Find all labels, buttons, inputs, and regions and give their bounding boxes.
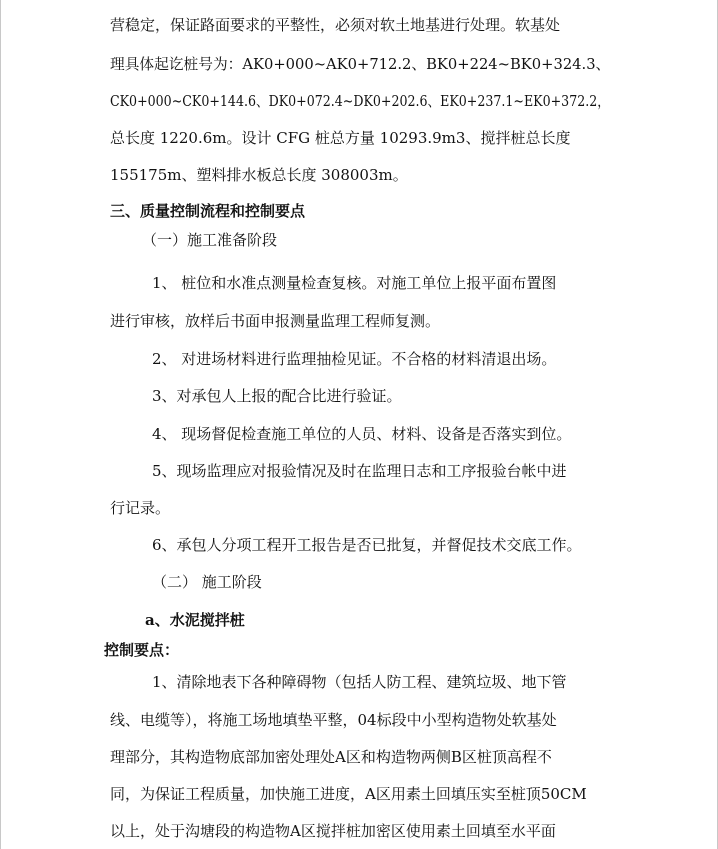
intro-line: 营稳定，保证路面要求的平整性，必须对软土地基进行处理。软基处 bbox=[110, 16, 561, 34]
intro-line: CK0+000~CK0+144.6、DK0+072.4~DK0+202.6、EK0+237.1~EK0+372.2， bbox=[110, 92, 610, 110]
subsection-heading: （二） 施工阶段 bbox=[152, 573, 262, 591]
list-item: 6、承包人分项工程开工报告是否已批复，并督促技术交底工作。 bbox=[152, 536, 582, 554]
control-points-label: 控制要点： bbox=[104, 641, 180, 659]
item-heading: a、水泥搅拌桩 bbox=[145, 611, 245, 629]
list-item: 3、对承包人上报的配合比进行验证。 bbox=[152, 387, 402, 405]
list-item: 2、 对进场材料进行监理抽检见证。不合格的材料清退出场。 bbox=[152, 350, 557, 368]
list-item: 5、现场监理应对报验情况及时在监理日志和工序报验台帐中进 bbox=[152, 462, 567, 480]
list-item: 1、 桩位和水准点测量检查复核。对施工单位上报平面布置图 bbox=[152, 274, 557, 292]
list-item-continuation: 行记录。 bbox=[110, 499, 171, 517]
body-line: 线、电缆等），将施工场地填垫平整，04标段中小型构造物处软基处 bbox=[110, 711, 557, 729]
list-item: 4、 现场督促检查施工单位的人员、材料、设备是否落实到位。 bbox=[152, 425, 572, 443]
intro-line: 理具体起讫桩号为：AK0+000~AK0+712.2、BK0+224~BK0+324.3、 bbox=[110, 55, 611, 73]
body-line: 以上，处于沟塘段的构造物A区搅拌桩加密区使用素土回填至水平面 bbox=[110, 822, 556, 840]
body-line: 1、清除地表下各种障碍物（包括人防工程、建筑垃圾、地下管 bbox=[152, 673, 567, 691]
list-item-continuation: 进行审核，放样后书面申报测量监理工程师复测。 bbox=[110, 312, 441, 330]
body-line: 同，为保证工程质量，加快施工进度，A区用素土回填压实至桩顶50CM bbox=[110, 785, 587, 803]
body-line: 理部分，其构造物底部加密处理处A区和构造物两侧B区桩顶高程不 bbox=[110, 748, 552, 766]
subsection-heading: （一）施工准备阶段 bbox=[142, 231, 278, 249]
intro-line: 155175m、塑料排水板总长度 308003m。 bbox=[110, 166, 408, 184]
intro-line: 总长度 1220.6m。设计 CFG 桩总方量 10293.9m3、搅拌桩总长度 bbox=[110, 129, 571, 147]
section-heading: 三、质量控制流程和控制要点 bbox=[110, 202, 306, 220]
